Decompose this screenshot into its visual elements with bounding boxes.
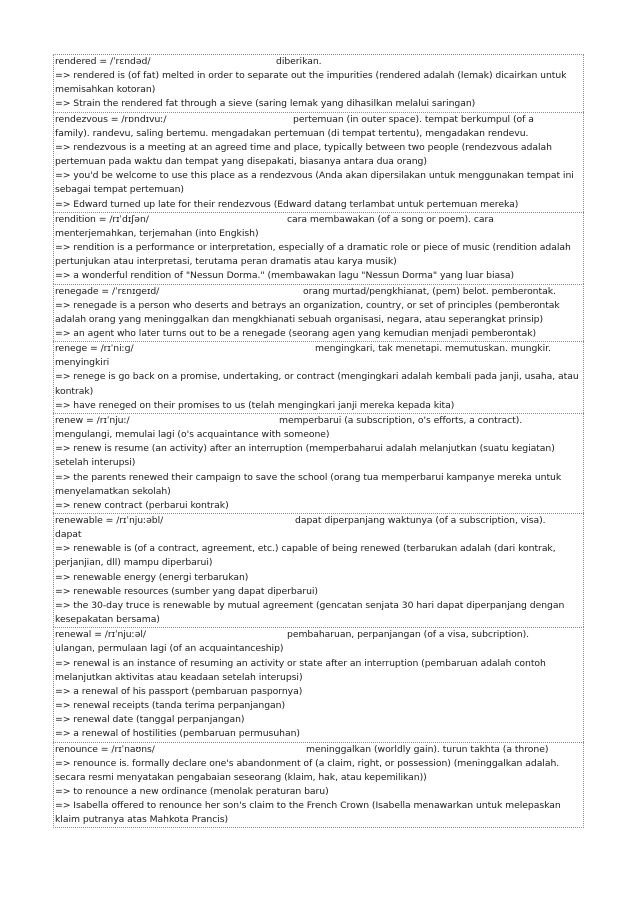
definition-continuation: menterjemahkan, terjemahan (into Engkish) <box>55 227 259 239</box>
entry-head-line <box>55 285 582 299</box>
headword-definition: memperbarui (a subscription, o's efforts, a contract). <box>279 414 523 426</box>
headword-pronunciation: renege = /rɪˈniːɡ/ <box>55 343 134 355</box>
example-line: => rendezvous is a meeting at an agreed time and place, typically between two people (rendezvous adalah pertemuan pada waktu dan tempat yang disepakati, biasanya antara dua orang) <box>55 141 552 168</box>
headword-definition: meninggalkan (worldly gain). turun takhta (a throne) <box>306 743 549 755</box>
example-line: => the 30-day truce is renewable by mutual agreement (gencatan senjata 30 hari dapat diperpanjang dengan kesepakatan bersama) <box>55 599 565 626</box>
definition-continuation: dapat <box>55 529 82 541</box>
headword-pronunciation: renounce = /rɪˈnaʊns/ <box>55 743 155 755</box>
headword-pronunciation: renewal = /rɪˈnjuːəl/ <box>55 629 146 641</box>
entry-head-line <box>55 743 582 757</box>
entry-head-line <box>55 628 582 642</box>
entry-head-line <box>55 414 582 428</box>
headword-pronunciation: renewable = /rɪˈnjuːəbl/ <box>55 515 164 526</box>
example-line: => have reneged on their promises to us (telah mengingkari janji mereka kepada kita) <box>55 399 455 411</box>
dictionary-entry <box>53 212 584 284</box>
example-line: => the parents renewed their campaign to save the school (orang tua memperbarui kampanye mereka untuk menyelamatkan sekolah) <box>55 471 562 497</box>
definition-continuation: mengulangi, memulai lagi (o's acquaintance with someone) <box>55 429 330 441</box>
example-line: => renew contract (perbarui kontrak) <box>55 499 229 511</box>
dictionary-entry <box>53 341 584 413</box>
example-line: => renew is resume (an activity) after an interruption (memperbaharui adalah melanjutkan (suatu kegiatan) setelah interupsi) <box>55 443 555 469</box>
example-line: => a renewal of his passport (pembaruan paspornya) <box>55 685 303 697</box>
example-line: => rendition is a performance or interpretation, especially of a dramatic role or piece of music (rendition adalah pertunjukan atau interpretasi, terutama peran dramatis atau karya musik) <box>55 242 571 268</box>
headword-pronunciation: renegade = /ˈrɛnɪɡeɪd/ <box>55 285 160 297</box>
entry-head-line <box>55 55 582 69</box>
entry-head-line <box>55 514 582 528</box>
dictionary-entry <box>53 413 584 513</box>
definition-continuation: family). randevu, saling bertemu. mengadakan pertemuan (di tempat tertentu), mengadakan rendevu. <box>55 127 529 139</box>
dictionary-entry <box>53 513 584 627</box>
headword-definition: pertemuan (in outer space). tempat berkumpul (of a <box>293 113 534 125</box>
example-line: => renewal date (tanggal perpanjangan) <box>55 714 245 726</box>
example-line: => an agent who later turns out to be a renegade (seorang agen yang kemudian menjadi pemberontak) <box>55 327 537 339</box>
definition-continuation: menyingkiri <box>55 357 110 369</box>
example-line: => you'd be welcome to use this place as a rendezvous (Anda akan dipersilakan untuk menggunakan tempat ini sebagai tempat pertemuan) <box>55 170 574 196</box>
entry-head-line <box>55 113 582 127</box>
headword-pronunciation: rendezvous = /rɒndɪvuː/ <box>55 113 167 125</box>
dictionary-entry <box>53 742 584 829</box>
entry-head-line <box>55 342 582 356</box>
dictionary-entry <box>53 284 584 342</box>
example-line: => Strain the rendered fat through a sieve (saring lemak yang dihasilkan melalui saringan) <box>55 98 476 110</box>
dictionary-page <box>53 54 584 828</box>
example-line: => renewable is (of a contract, agreement, etc.) capable of being renewed (terbarukan adalah (dari kontrak, perjanjian, dll) mampu diperbarui) <box>55 543 556 569</box>
example-line: => Edward turned up late for their rendezvous (Edward datang terlambat untuk pertemuan mereka) <box>55 198 519 210</box>
headword-definition: pembaharuan, perpanjangan (of a visa, subcription). <box>287 629 530 641</box>
example-line: => a renewal of hostilities (pembaruan permusuhan) <box>55 728 300 740</box>
headword-definition: orang murtad/pengkhianat, (pem) belot. pemberontak. <box>303 285 556 297</box>
headword-definition: cara membawakan (of a song or poem). cara <box>287 213 494 225</box>
headword-pronunciation: rendered = /ˈrɛndəd/ <box>55 56 151 67</box>
example-line: => Isabella offered to renounce her son's claim to the French Crown (Isabella menawarkan untuk melepaskan klaim putranya atas Mahkota Prancis) <box>55 800 561 826</box>
example-line: => renewable resources (sumber yang dapat diperbarui) <box>55 585 318 597</box>
entry-list <box>53 54 584 828</box>
dictionary-entry <box>53 627 584 741</box>
example-line: => rendered is (of fat) melted in order to separate out the impurities (rendered adalah (lemak) dicairkan untuk memisahkan kotoran) <box>55 70 567 96</box>
example-line: => renewal receipts (tanda terima perpanjangan) <box>55 700 286 712</box>
headword-definition: diberikan. <box>276 56 322 67</box>
example-line: => renegade is a person who deserts and betrays an organization, country, or set of principles (pemberontak adalah orang yang meninggalkan dan mengkhianati sebuah organisasi, negara, atau seperangkat prinsip) <box>55 299 560 325</box>
headword-definition: dapat diperpanjang waktunya (of a subscription, visa). <box>295 515 546 526</box>
headword-pronunciation: rendition = /rɪˈdɪʃən/ <box>55 213 149 225</box>
entry-head-line <box>55 213 582 227</box>
definition-continuation: ulangan, permulaan lagi (of an acquaintanceship) <box>55 643 284 655</box>
example-line: => renewal is an instance of resuming an activity or state after an interruption (pembaruan adalah contoh melanjutkan aktivitas atau keadaan setelah interupsi) <box>55 657 546 683</box>
headword-definition: mengingkari, tak menetapi. memutuskan. mungkir. <box>315 343 551 355</box>
example-line: => to renounce a new ordinance (menolak peraturan baru) <box>55 785 329 797</box>
dictionary-entry <box>53 54 584 112</box>
dictionary-entry <box>53 112 584 212</box>
example-line: => renege is go back on a promise, undertaking, or contract (mengingkari adalah kembali pada janji, usaha, atau kontrak) <box>55 371 579 397</box>
example-line: => a wonderful rendition of "Nessun Dorma." (membawakan lagu "Nessun Dorma" yang luar biasa) <box>55 270 515 282</box>
headword-pronunciation: renew = /rɪˈnjuː/ <box>55 414 130 426</box>
example-line: => renewable energy (energi terbarukan) <box>55 571 249 583</box>
example-line: => renounce is. formally declare one's abandonment of (a claim, right, or possession) (meninggalkan adalah. secara resmi menyatakan pengabaian seseorang (klaim, hak, atau kepemilikan)) <box>55 757 560 783</box>
